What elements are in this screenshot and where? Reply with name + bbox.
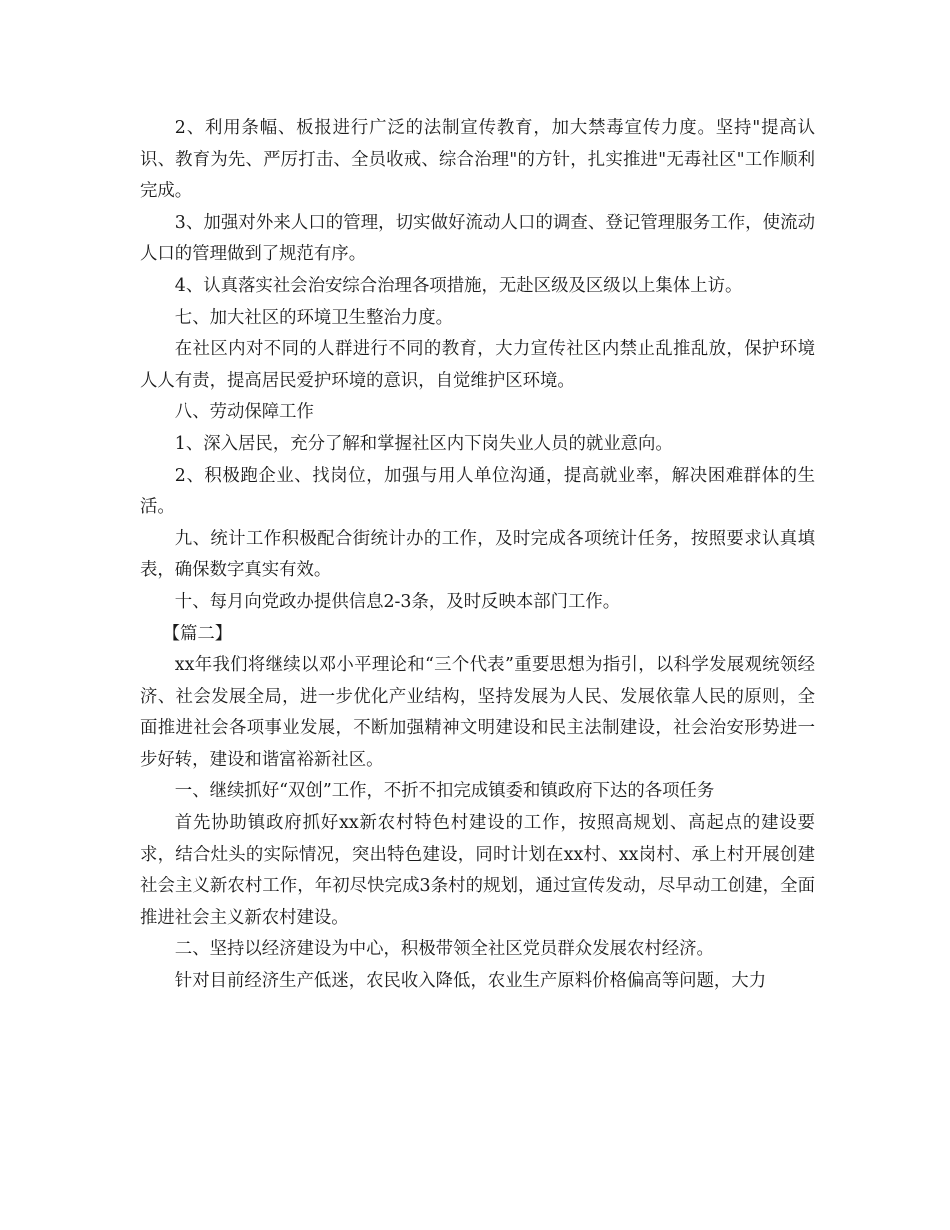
paragraph-environment: 在社区内对不同的人群进行不同的教育，大力宣传社区内禁止乱推乱放，保护环境人人有责，提高居民爱护环境的意识，自觉维护区环境。 bbox=[140, 339, 815, 391]
part-heading: 【篇二】 bbox=[162, 623, 233, 644]
paragraph-new-village: 首先协助镇政府抓好xx新农村特色村建设的工作，按照高规划、高起点的建设要求，结合灶头的实际情况，突出特色建设，同时计划在xx村、xx岗村、承上村开展创建社会主义新农村工作，年初尽快完成3条村的规划，通过宣传发动，尽早动工创建，全面推进社会主义新农村建设。 bbox=[140, 813, 815, 928]
paragraph-statistics: 九、统计工作积极配合街统计办的工作，及时完成各项统计任务，按照要求认真填表，确保数字真实有效。 bbox=[140, 528, 815, 581]
paragraph-public-security: 4、认真落实社会治安综合治理各项措施，无赴区级及区级以上集体上访。 bbox=[174, 275, 743, 296]
paragraph-migrant-management: 3、加强对外来人口的管理，切实做好流动人口的调查、登记管理服务工作，使流动人口的管理做到了规范有序。 bbox=[140, 212, 815, 265]
document-body bbox=[140, 113, 815, 998]
paragraph-anti-drug-publicity: 2、利用条幅、板报进行广泛的法制宣传教育，加大禁毒宣传力度。坚持"提高认识、教育为先、严厉打击、全员收戒、综合治理"的方针，扎实推进"无毒社区"工作顺利完成。 bbox=[140, 118, 815, 202]
paragraph-economy: 针对目前经济生产低迷，农民收入降低，农业生产原料价格偏高等问题，大力 bbox=[174, 971, 767, 992]
paragraph-information: 十、每月向党政办提供信息2-3条，及时反映本部门工作。 bbox=[174, 591, 621, 612]
paragraph-labor-1: 1、深入居民，充分了解和掌握社区内下岗失业人员的就业意向。 bbox=[174, 433, 673, 454]
section-heading-shuangchuang: 一、继续抓好“双创”工作，不折不扣完成镇委和镇政府下达的各项任务 bbox=[174, 781, 715, 802]
section-heading-economy: 二、坚持以经济建设为中心，积极带领全社区党员群众发展农村经济。 bbox=[174, 939, 714, 960]
paragraph-labor-2: 2、积极跑企业、找岗位，加强与用人单位沟通，提高就业率，解决困难群体的生活。 bbox=[140, 465, 815, 518]
section-heading-environment: 七、加大社区的环境卫生整治力度。 bbox=[174, 307, 454, 328]
paragraph-intro: xx年我们将继续以邓小平理论和“三个代表”重要思想为指引，以科学发展观统领经济、社会发展全局，进一步优化产业结构，坚持发展为人民、发展依靠人民的原则，全面推进社会各项事业发展，不断加强精神文明建设和民主法制建设，社会治安形势进一步好转，建设和谐富裕新社区。 bbox=[140, 655, 815, 770]
section-heading-labor: 八、劳动保障工作 bbox=[174, 402, 314, 423]
